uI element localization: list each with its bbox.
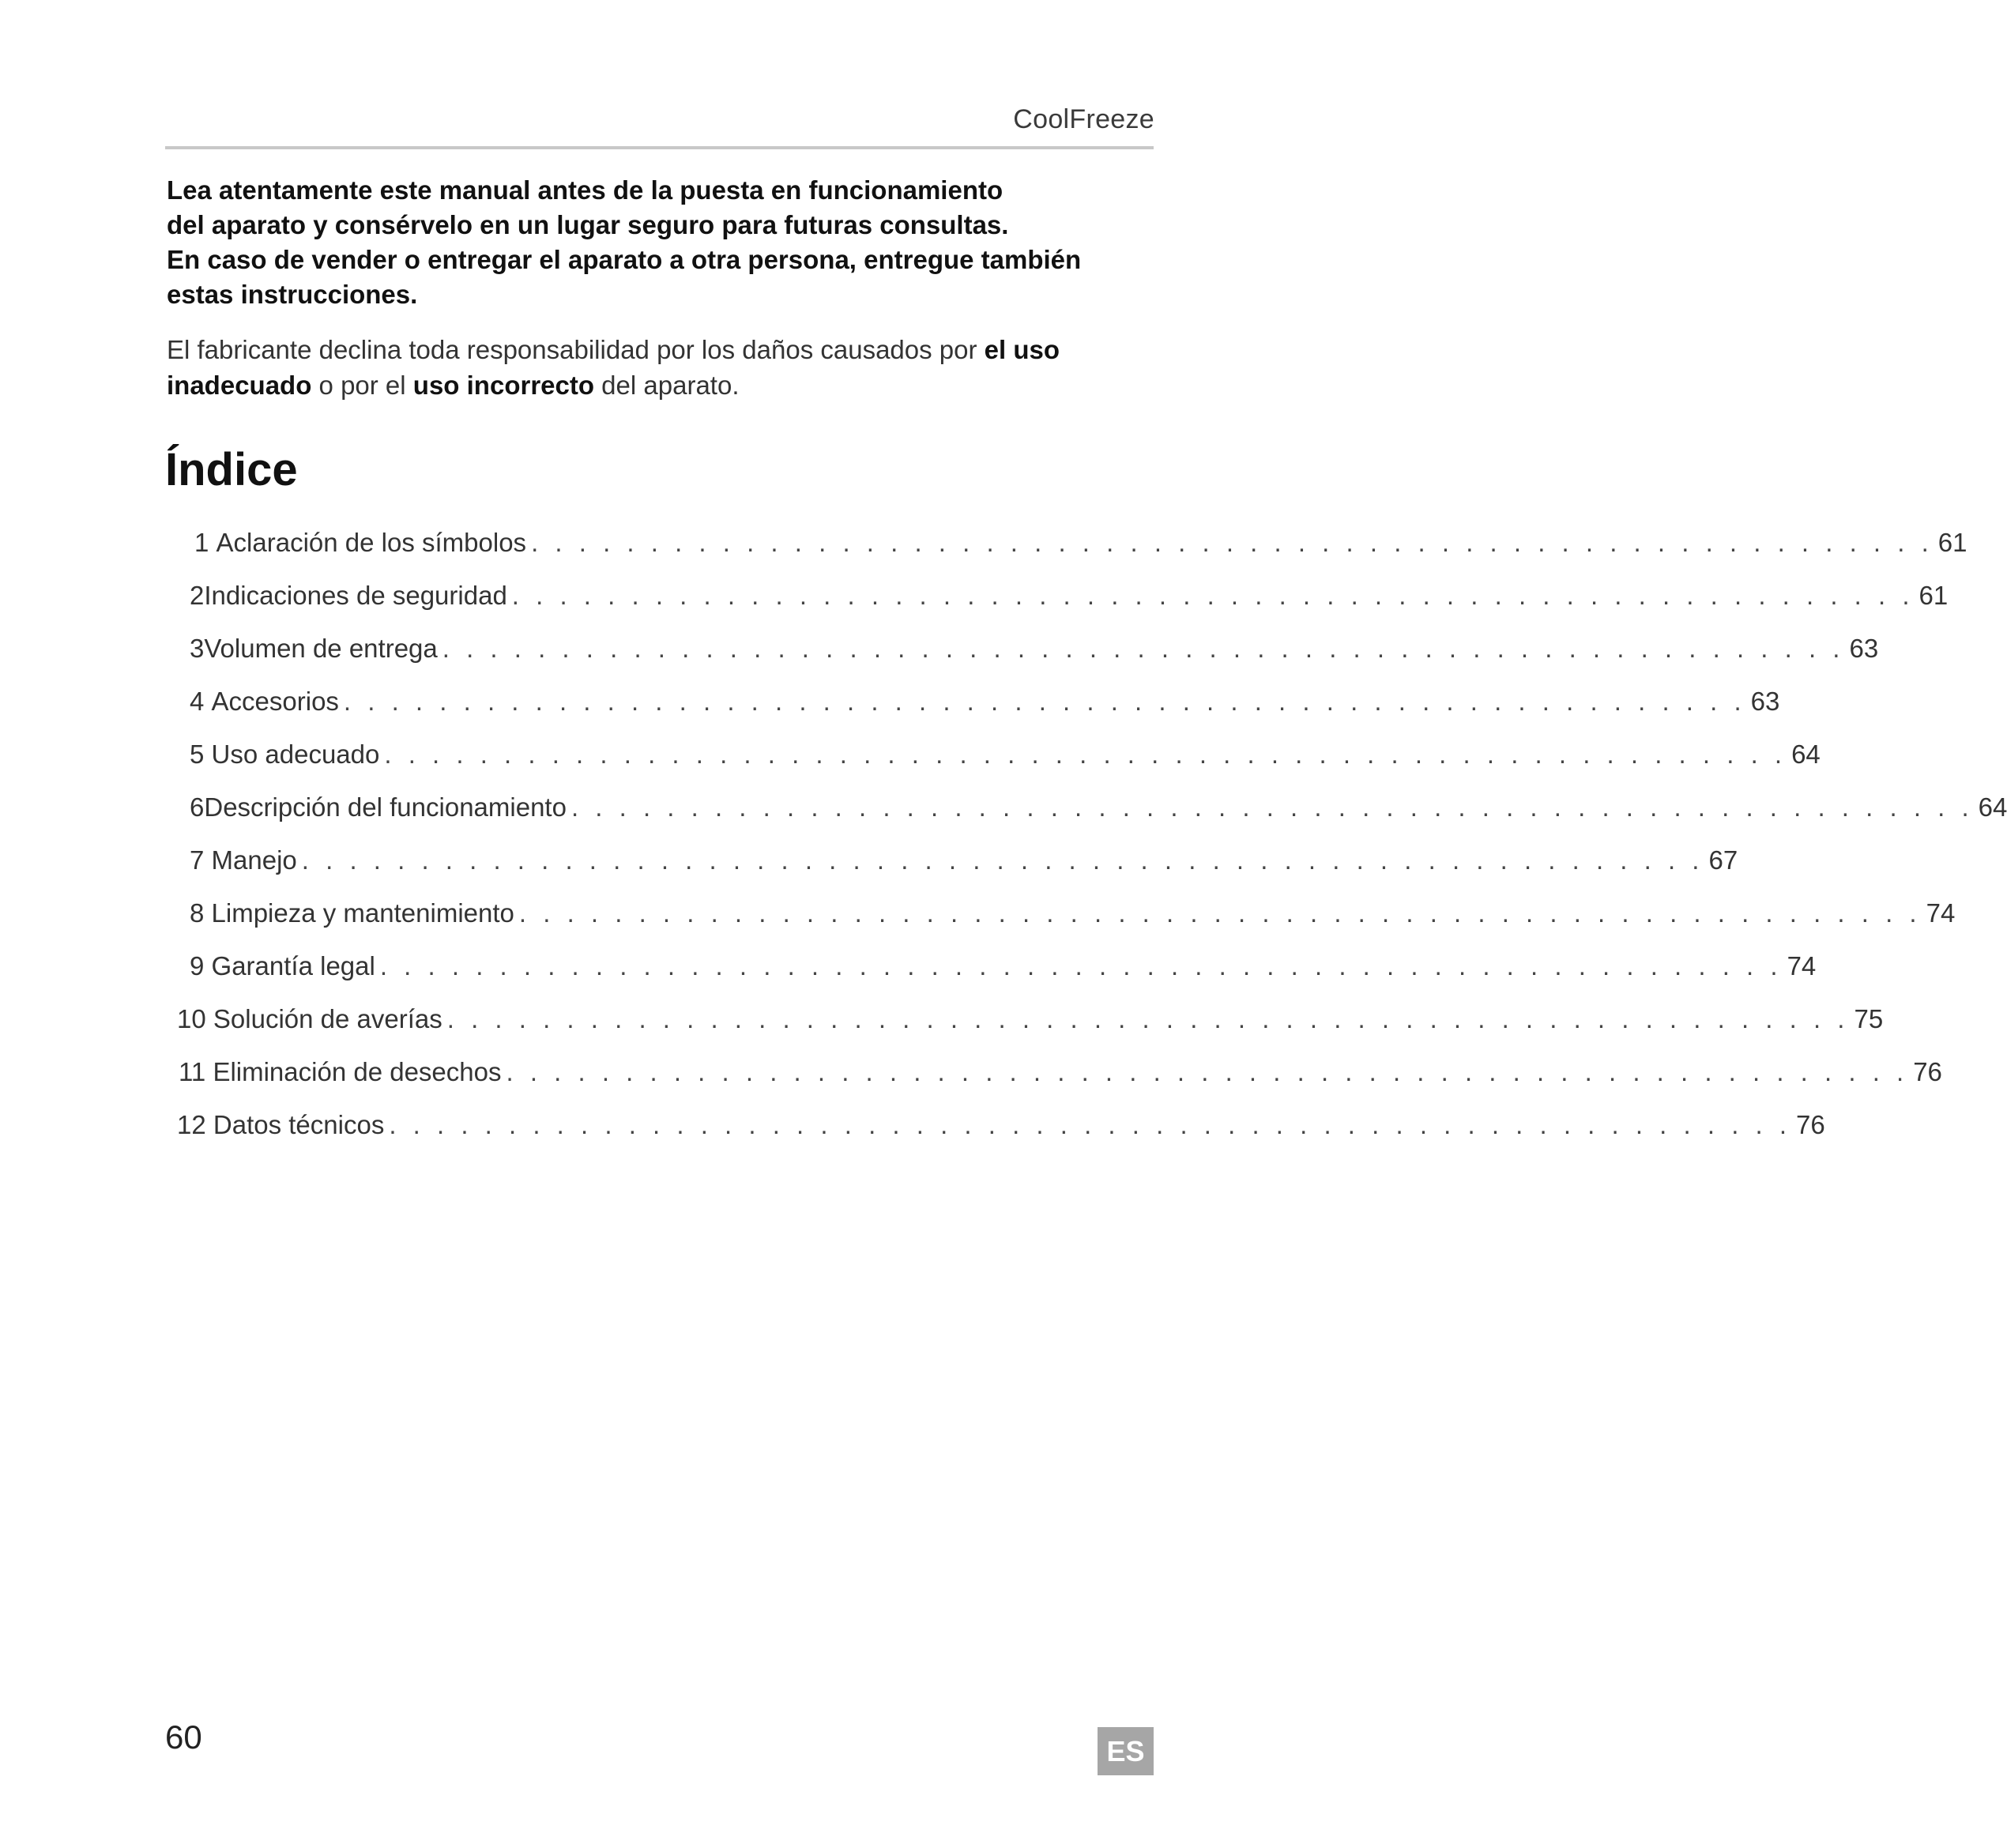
toc-entry-page: 64 xyxy=(1791,740,1821,769)
header-divider xyxy=(165,146,1154,149)
toc-entry-number: 12 xyxy=(177,1110,206,1139)
intro-line: del aparato y consérvelo en un lugar seguro para futuras consultas. xyxy=(167,210,1009,239)
toc-entry-title: Aclaración de los símbolos xyxy=(216,528,527,557)
disclaimer-emphasis: inadecuado xyxy=(167,371,312,400)
toc-leader-dots: . . . . . . . . . . . . . . . . . . . . . . . . . . . . . . . . . . . . . . . . . . . . . . . . . . . . . . . . . . . xyxy=(531,528,1934,557)
toc-leader-dots: . . . . . . . . . . . . . . . . . . . . . . . . . . . . . . . . . . . . . . . . . . . . . . . . . . . . . . . . . . . xyxy=(379,951,1783,980)
toc-entry[interactable] xyxy=(190,896,1956,931)
toc-entry[interactable] xyxy=(190,578,1949,613)
toc-entry-number: 2 xyxy=(190,581,205,610)
toc-entry-number: 8 xyxy=(190,898,205,928)
toc-entry-number: 5 xyxy=(190,740,205,769)
toc-entry-page: 63 xyxy=(1849,634,1879,663)
disclaimer-emphasis: uso incorrecto xyxy=(412,371,595,400)
disclaimer-line-2 xyxy=(167,367,1154,403)
toc-entry-number: 6 xyxy=(190,792,205,822)
toc-entry-title: Indicaciones de seguridad xyxy=(204,581,507,610)
toc-entry-page: 74 xyxy=(1926,898,1956,928)
toc-leader-dots: . . . . . . . . . . . . . . . . . . . . . . . . . . . . . . . . . . . . . . . . . . . . . . . . . . . . . . . . . . . xyxy=(389,1110,1792,1139)
toc-entry-number: 4 xyxy=(190,687,205,716)
toc-entry[interactable] xyxy=(190,790,2007,825)
toc-entry-page: 64 xyxy=(1978,792,2007,822)
toc-entry-title: Accesorios xyxy=(211,687,339,716)
toc-entry-title: Volumen de entrega xyxy=(204,634,438,663)
toc-entry-page: 61 xyxy=(1937,528,1967,557)
liability-disclaimer xyxy=(167,332,1154,403)
toc-entry[interactable] xyxy=(177,1002,1884,1037)
toc-entry-title: Uso adecuado xyxy=(211,740,380,769)
disclaimer-text: El fabricante declina toda responsabilidad por los daños causados por xyxy=(167,335,985,364)
toc-entry-title: Manejo xyxy=(211,845,297,875)
toc-entry-number: 7 xyxy=(190,845,205,875)
toc-entry-title: Descripción del funcionamiento xyxy=(204,792,567,822)
disclaimer-line-1 xyxy=(167,332,1154,367)
toc-entry[interactable] xyxy=(190,949,1817,984)
toc-entry-page: 67 xyxy=(1708,845,1738,875)
language-badge: ES xyxy=(1098,1727,1154,1775)
toc-entry[interactable] xyxy=(177,1108,1825,1142)
toc-entry[interactable] xyxy=(190,631,1879,666)
toc-entry-page: 76 xyxy=(1913,1057,1942,1086)
toc-entry-page: 75 xyxy=(1854,1004,1884,1033)
toc-entry-number: 1 xyxy=(194,528,209,557)
intro-notice xyxy=(167,173,1162,312)
toc-entry-page: 74 xyxy=(1787,951,1817,980)
toc-leader-dots: . . . . . . . . . . . . . . . . . . . . . . . . . . . . . . . . . . . . . . . . . . . . . . . . . . . . . . . . . . . xyxy=(511,581,1915,610)
toc-leader-dots: . . . . . . . . . . . . . . . . . . . . . . . . . . . . . . . . . . . . . . . . . . . . . . . . . . . . . . . . . . . xyxy=(301,845,1704,875)
toc-entry-page: 63 xyxy=(1750,687,1780,716)
toc-title: Índice xyxy=(165,444,298,495)
toc-entry[interactable] xyxy=(190,737,1821,772)
toc-entry-title: Eliminación de desechos xyxy=(213,1057,502,1086)
toc-entry-title: Garantía legal xyxy=(211,951,375,980)
toc-leader-dots: . . . . . . . . . . . . . . . . . . . . . . . . . . . . . . . . . . . . . . . . . . . . . . . . . . . . . . . . . . . xyxy=(506,1057,1909,1086)
toc-leader-dots: . . . . . . . . . . . . . . . . . . . . . . . . . . . . . . . . . . . . . . . . . . . . . . . . . . . . . . . . . . . xyxy=(570,792,1974,822)
disclaimer-text: o por el xyxy=(311,371,413,400)
toc-entry-title: Datos técnicos xyxy=(213,1110,385,1139)
disclaimer-emphasis: el uso xyxy=(984,335,1060,364)
toc-leader-dots: . . . . . . . . . . . . . . . . . . . . . . . . . . . . . . . . . . . . . . . . . . . . . . . . . . . . . . . . . . . xyxy=(518,898,1922,928)
toc-entry-title: Limpieza y mantenimiento xyxy=(211,898,514,928)
toc-leader-dots: . . . . . . . . . . . . . . . . . . . . . . . . . . . . . . . . . . . . . . . . . . . . . . . . . . . . . . . . . . . xyxy=(442,634,1845,663)
intro-line: estas instrucciones. xyxy=(167,280,418,309)
toc-leader-dots: . . . . . . . . . . . . . . . . . . . . . . . . . . . . . . . . . . . . . . . . . . . . . . . . . . . . . . . . . . . xyxy=(343,687,1746,716)
toc-leader-dots: . . . . . . . . . . . . . . . . . . . . . . . . . . . . . . . . . . . . . . . . . . . . . . . . . . . . . . . . . . . xyxy=(446,1004,1850,1033)
toc-entry[interactable] xyxy=(190,843,1738,878)
header-product-name: CoolFreeze xyxy=(1013,104,1154,134)
intro-line: En caso de vender o entregar el aparato a otra persona, entregue también xyxy=(167,245,1082,274)
page-number: 60 xyxy=(165,1718,202,1756)
toc-entry-page: 61 xyxy=(1919,581,1949,610)
toc-entry[interactable] xyxy=(179,1055,1942,1090)
intro-line: Lea atentamente este manual antes de la puesta en funcionamiento xyxy=(167,175,1003,205)
toc-leader-dots: . . . . . . . . . . . . . . . . . . . . . . . . . . . . . . . . . . . . . . . . . . . . . . . . . . . . . . . . . . . xyxy=(384,740,1787,769)
toc-entry[interactable] xyxy=(190,684,1780,719)
toc-entry-number: 10 xyxy=(177,1004,206,1033)
toc-entry-number: 3 xyxy=(190,634,205,663)
toc-entry[interactable] xyxy=(194,525,1967,560)
toc-entry-page: 76 xyxy=(1796,1110,1825,1139)
toc-entry-number: 9 xyxy=(190,951,205,980)
toc-entry-title: Solución de averías xyxy=(213,1004,442,1033)
toc-entry-number: 11 xyxy=(179,1057,206,1086)
disclaimer-text: del aparato. xyxy=(594,371,740,400)
